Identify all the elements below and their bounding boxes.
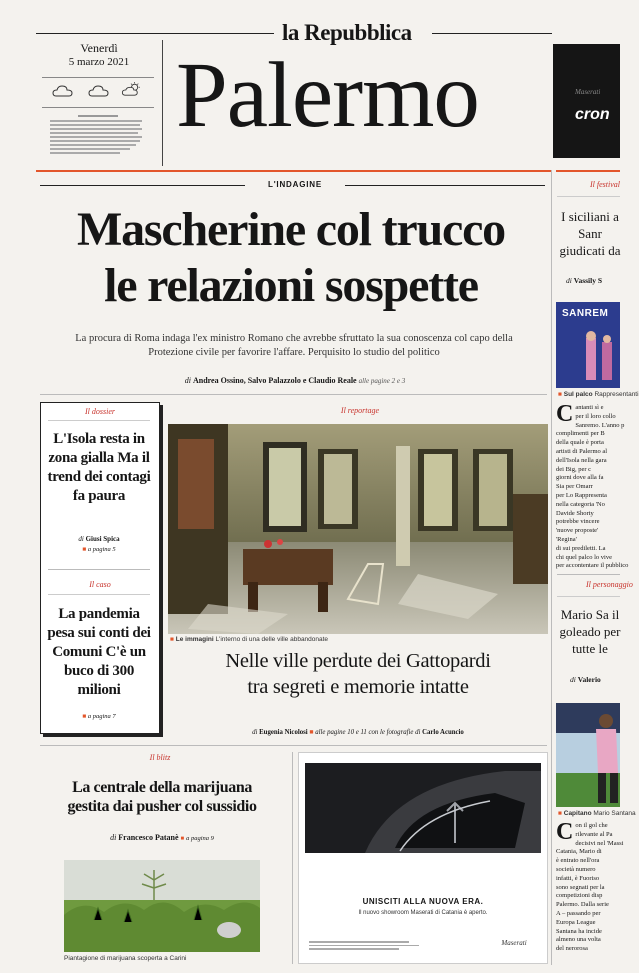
villa-interior-image: [168, 424, 548, 634]
sidebar-festival-rule: [557, 196, 620, 197]
sidebar-festival-body-line: 'nuove proposte': [556, 527, 599, 535]
sidebar-festival-byline-prefix: di: [566, 276, 572, 285]
sidebar-festival-body-line: 'Regina': [556, 535, 577, 543]
masthead-accent-rule-right: [556, 170, 620, 172]
sidebar-photo-sanremo-text: SANREM: [562, 308, 609, 319]
blitz-ad-divider: [292, 752, 293, 964]
kicker-rule-right: [345, 185, 545, 186]
sun-cloud-icon: [121, 82, 143, 96]
sidebar-personaggio-body-line: Palermo. Dalla serie: [556, 901, 609, 909]
sidebar-personaggio-body-line: rilevante al Pa: [575, 830, 613, 838]
blitz-label: Il blitz: [149, 753, 171, 762]
sidebar-personaggio-body-line: Europa League: [556, 918, 596, 926]
sidebar-border: [551, 170, 552, 965]
main-headline-line-1[interactable]: Mascherine col trucco: [77, 203, 505, 256]
sidebar-personaggio-rule: [557, 596, 620, 597]
main-page-ref: alle pagine 2 e 3: [358, 377, 406, 385]
sidebar-festival-body-line: artisti di Palermo al: [556, 447, 608, 455]
caso-page-ref-text: a pagina 7: [87, 713, 116, 720]
sidebar-personaggio-body-line: società numero: [556, 865, 596, 873]
reportage-photographer: Carlo Acuncio: [422, 729, 464, 736]
sidebar-personaggio-body: [556, 819, 624, 964]
sidebar-festival-body-line: Sanremo. L'anno p: [575, 421, 625, 429]
sidebar-personaggio-body-line: on il gol che: [575, 822, 608, 829]
reportage-byline-prefix: di: [252, 729, 258, 736]
main-summary: La procura di Roma indaga l'ex ministro Romano che avrebbe sfruttato la sua conoscenza col capo della Protezione civile per favorire l'affare. Perquisito lo studio del politico: [75, 333, 513, 358]
dossier-page-ref: ■ a pagina 5: [82, 546, 116, 553]
reportage-caption-label: Le immagini: [175, 636, 214, 643]
sidebar-photo-sanremo-caption: ■ Sul palco Rappresentanti: [558, 391, 639, 398]
sidebar-photo-sanremo-caption-label: Sul palco: [563, 391, 593, 398]
sidebar-personaggio-body-line: è entrato nell'ora: [556, 857, 600, 865]
sidebar-personaggio-label: Il personaggio: [586, 580, 633, 589]
issue-day: Venerdì: [80, 41, 118, 55]
main-byline-prefix: di: [184, 376, 191, 385]
weather-divider: [42, 107, 154, 108]
caso-page-ref: ■ a pagina 7: [82, 713, 116, 720]
blitz-byline-prefix: di: [110, 833, 117, 842]
main-byline: [80, 376, 510, 385]
reportage-label: Il reportage: [340, 406, 380, 415]
sidebar-festival-byline: [566, 276, 602, 285]
dossier-label: Il dossier: [85, 407, 115, 416]
dossier-divider: [48, 569, 150, 570]
sidebar-personaggio-headline[interactable]: Mario Sa il goleado per tutte le: [559, 607, 621, 656]
blitz-headline[interactable]: [40, 778, 284, 816]
main-headline[interactable]: [34, 202, 548, 314]
reportage-headline[interactable]: [168, 648, 548, 700]
sidebar-festival-body-line: antanti sì e: [575, 404, 604, 411]
sidebar-personaggio-body-line: del nerorosa: [556, 945, 588, 953]
sidebar-section-rule: [557, 574, 620, 575]
sidebar-photo-sanremo-caption-text: Rappresentanti: [594, 391, 639, 398]
masthead-rule: [36, 33, 274, 34]
sidebar-festival-body-line: per accontentare il pubblico: [556, 562, 629, 570]
ad-logo: Maserati: [501, 939, 527, 947]
main-bottom-rule: [40, 394, 547, 395]
masthead-accent-rule: [36, 170, 551, 172]
city-nameplate: Palermo: [176, 44, 479, 147]
reportage-caption: ■ Le immagini L'interno di una delle ville abbandonate: [170, 636, 329, 643]
cloud-icon: [52, 84, 74, 98]
issue-date: 5 marzo 2021: [68, 56, 130, 68]
sidebar-festival-body-line: dei Big, per c: [556, 465, 592, 473]
santana-player-image: [556, 703, 620, 807]
reportage-byline-author: Eugenia Nicolosi: [259, 729, 308, 736]
sidebar-festival-label: Il festival: [590, 180, 620, 189]
dossier-byline-author: Giusi Spica: [85, 535, 120, 543]
blitz-page-ref: a pagina 9: [186, 835, 214, 842]
sidebar-festival-body-line: complimenti per B: [556, 430, 605, 438]
sidebar-personaggio-body-line: A – passando per: [556, 909, 601, 917]
caso-label-rule: [48, 594, 150, 595]
cloud-icon: [88, 84, 110, 98]
datebox-right-border: [162, 40, 163, 166]
blitz-headline-line-1[interactable]: La centrale della marijuana: [72, 779, 252, 796]
sidebar-personaggio-byline-author: Valerio: [577, 675, 601, 684]
reportage-photo[interactable]: [168, 424, 548, 634]
sidebar-festival-body-line: per il loro collo: [575, 412, 616, 420]
sidebar-festival-body-line: giorni dove alla fa: [556, 474, 604, 482]
masthead-ad[interactable]: [553, 44, 620, 158]
maserati-ad[interactable]: [298, 752, 548, 964]
sidebar-festival-headline[interactable]: I siciliani a Sanr giudicati da: [559, 209, 621, 258]
date-divider: [42, 77, 154, 78]
sidebar-festival-body-line: Sia per Omarr: [556, 483, 593, 491]
blitz-caption: Piantagione di marijuana scoperta a Carini: [64, 955, 187, 962]
sidebar-photo-santana[interactable]: [556, 703, 620, 807]
main-kicker: L'INDAGINE: [268, 180, 322, 189]
reportage-byline: di Eugenia Nicolosi ■ alle pagine 10 e 11 con le fotografie di Carlo Acuncio: [252, 729, 464, 736]
sidebar-festival-body-line: potrebbe vincere: [556, 518, 600, 526]
sidebar-festival-body-line: di sui prediletti. La: [556, 544, 606, 552]
ad-subline: Il nuovo showroom Maserati di Catania è aperto.: [358, 910, 488, 916]
brand-wordmark: la Repubblica: [282, 20, 412, 45]
reportage-headline-line-1[interactable]: Nelle ville perdute dei Gattopardi: [225, 650, 491, 672]
marijuana-plants-image: [64, 860, 260, 952]
sidebar-festival-drop-cap: C: [556, 401, 574, 427]
sidebar-personaggio-byline-prefix: di: [570, 675, 576, 684]
main-byline-authors: Andrea Ossino, Salvo Palazzolo e Claudio Reale: [192, 376, 357, 385]
masthead-ad-tag: cron: [575, 106, 610, 123]
sidebar-photo-santana-caption: ■ Capitano Mario Santana: [558, 810, 636, 817]
editorial-fine-print: [50, 113, 146, 154]
sidebar-personaggio-body-line: Santana ha incide: [556, 927, 602, 935]
sidebar-personaggio-byline: [570, 675, 601, 684]
ad-headline: UNISCITI ALLA NUOVA ERA.: [362, 897, 484, 906]
kicker-rule-left: [40, 185, 245, 186]
masthead-ad-brand: Maserati: [575, 88, 601, 96]
reportage-caption-text: L'interno di una delle ville abbandonate: [215, 636, 329, 643]
reportage-headline-line-2[interactable]: tra segreti e memorie intatte: [247, 676, 469, 698]
caso-label: Il caso: [89, 580, 111, 589]
car-grille-image: [305, 763, 541, 853]
blitz-headline-line-2[interactable]: gestita dai pusher col sussidio: [67, 798, 257, 815]
sidebar-festival-body-line: per Lo Rappresenta: [556, 491, 607, 499]
sidebar-festival-body-line: Davide Shorty: [556, 509, 594, 517]
sidebar-personaggio-body-line: infatti, è Fuoriso: [556, 874, 600, 882]
sidebar-festival-body-line: nella categoria 'No: [556, 500, 605, 508]
sidebar-festival-byline-author: Vassily S: [573, 276, 602, 285]
sidebar-personaggio-body-line: decisivi nel 'Massi: [575, 839, 624, 847]
sidebar-personaggio-body-line: Catania, Mario di: [556, 848, 602, 856]
blitz-byline-author: Francesco Patanè: [118, 833, 179, 842]
ad-fine-print: [309, 941, 419, 950]
sidebar-festival-body-line: dell'Isola nella gara: [556, 456, 607, 464]
blitz-byline: di Francesco Patanè ■ a pagina 9: [110, 833, 214, 842]
dossier-byline-prefix: di: [78, 535, 84, 543]
sidebar-festival-body: [556, 401, 629, 572]
dossier-headline[interactable]: L'Isola resta in zona gialla Ma il trend dei contagi fa paura: [47, 431, 151, 504]
masthead-rule-right: [432, 33, 552, 34]
main-headline-line-2[interactable]: le relazioni sospette: [104, 259, 478, 312]
caso-headline[interactable]: La pandemia pesa sui conti dei Comuni C'è un buco di 300 milioni: [47, 606, 151, 698]
sidebar-photo-sanremo[interactable]: [556, 302, 620, 388]
reportage-page-ref: alle pagine 10 e 11 con le fotografie di: [315, 729, 421, 736]
sidebar-personaggio-body-line: sono segnati per la: [556, 883, 605, 891]
sidebar-photo-santana-caption-text: Mario Santana: [593, 810, 636, 817]
sidebar-personaggio-body-line: competizioni disp: [556, 892, 603, 900]
dossier-label-rule: [48, 420, 150, 421]
dossier-page-ref-text: a pagina 5: [87, 546, 116, 553]
sidebar-festival-body-line: chi quel palco lo vive: [556, 553, 612, 561]
sidebar-festival-body-line: della quale è porta: [556, 439, 604, 447]
dossier-byline: [44, 535, 154, 543]
sidebar-photo-santana-caption-label: Capitano: [563, 810, 592, 817]
lower-section-rule: [40, 745, 547, 746]
blitz-photo[interactable]: [64, 860, 260, 952]
sanremo-performers-image: [556, 328, 620, 388]
sidebar-personaggio-body-line: almeno una volta: [556, 936, 601, 944]
sidebar-personaggio-drop-cap: C: [556, 819, 574, 845]
